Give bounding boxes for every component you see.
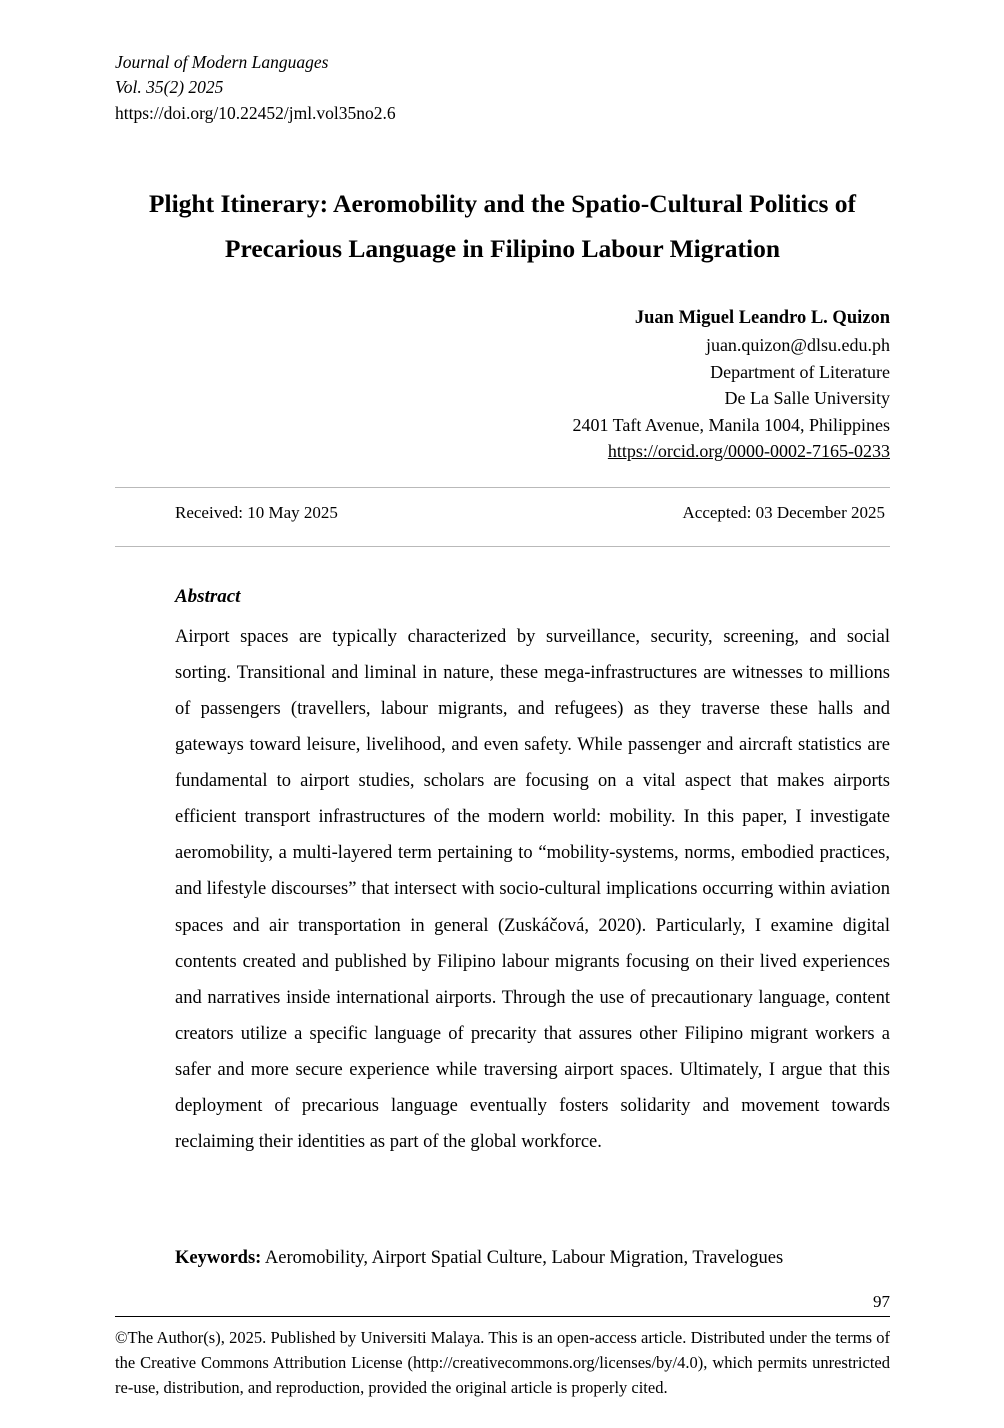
page-number: 97	[873, 1292, 890, 1311]
abstract-text: Airport spaces are typically characterized by surveillance, security, screening, and social sorting. Transitional and liminal in nature, these mega-infrastructures are witnesses to millions of passengers (travellers, labour migrants, and refugees) as they traverse these halls and gateways toward leisure, livelihood, and even safety. While passenger and aircraft statistics are fundamental to airport studies, scholars are focusing on a vital aspect that makes airports efficient transport infrastructures of the modern world: mobility. In this paper, I investigate aeromobility, a multi-layered term pertaining to “mobility-systems, norms, embodied practices, and lifestyle discourses” that intersect with socio-cultural implications occurring within aviation spaces and air transportation in general (Zuskáčová, 2020). Particularly, I examine digital contents created and published by Filipino labour migrants focusing on their lived experiences and narratives inside international airports. Through the use of precautionary language, content creators utilize a specific language of precarity that assures other Filipino migrant workers a safer and more secure experience while traversing airport spaces. Ultimately, I argue that this deployment of precarious language eventually fosters solidarity and movement towards reclaiming their identities as part of the global workforce.	[175, 627, 890, 1152]
author-orcid-link[interactable]: https://orcid.org/0000-0002-7165-0233	[607, 441, 890, 461]
author-address: 2401 Taft Avenue, Manila 1004, Philippines	[572, 414, 890, 435]
dates-row	[115, 503, 890, 523]
author-department: Department of Literature	[710, 361, 890, 382]
article-title-line-2: Precarious Language in Filipino Labour Migration	[224, 233, 781, 263]
page-title	[115, 182, 890, 271]
keywords-label: Keywords:	[175, 1248, 262, 1268]
author-block	[115, 305, 890, 464]
journal-header	[115, 50, 396, 126]
divider-bottom	[115, 546, 890, 547]
received-date: Received: 10 May 2025	[175, 503, 338, 522]
author-institution: De La Salle University	[724, 388, 890, 409]
abstract-heading: Abstract	[175, 586, 241, 607]
article-title-line-1: Plight Itinerary: Aeromobility and the Spatio-Cultural Politics of	[148, 189, 857, 218]
footer-divider	[115, 1316, 890, 1317]
journal-doi-link[interactable]: https://doi.org/10.22452/jml.vol35no2.6	[115, 102, 396, 123]
journal-volume: Vol. 35(2) 2025	[115, 77, 224, 98]
copyright-notice: ©The Author(s), 2025. Published by Universiti Malaya. This is an open-access article. Distributed under the terms of the Creative Commons Attribution License (http://creativecommons.org/licenses/by/4.0), which permits unrestricted re-use, distribution, and reproduction, provided the original article is properly cited.	[115, 1328, 890, 1397]
journal-name: Journal of Modern Languages	[115, 52, 329, 72]
author-email[interactable]: juan.quizon@dlsu.edu.ph	[705, 335, 890, 356]
keywords-line	[175, 1248, 890, 1269]
divider-top	[115, 487, 890, 488]
author-name: Juan Miguel Leandro L. Quizon	[634, 308, 890, 328]
keywords-list: Aeromobility, Airport Spatial Culture, Labour Migration, Travelogues	[261, 1248, 784, 1268]
accepted-date: Accepted: 03 December 2025	[682, 503, 885, 522]
